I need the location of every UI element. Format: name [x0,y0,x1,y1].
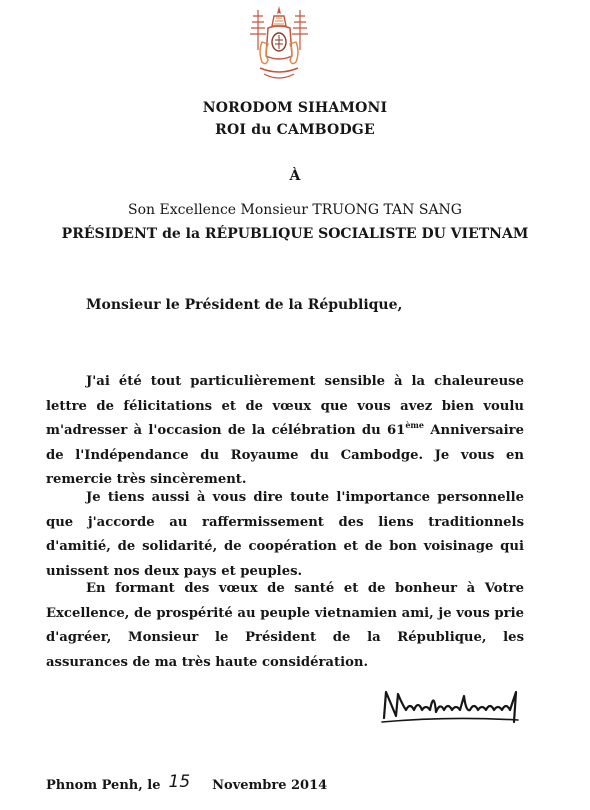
paragraph-1 [46,370,524,493]
sender-title: ROI du CAMBODGE [215,122,375,138]
to-mark: À [289,168,301,184]
paragraph-2-text: Je tiens aussi à vous dire toute l'importance personnelle que j'accorde au raffermissement des liens traditionnels d'amitié, de solidarité, de coopération et de bon voisinage qui unissent nos deux pays et peuples. [46,490,524,579]
paragraph-3 [46,577,524,675]
ordinal-superscript: ème [405,419,424,430]
handwritten-day: 15 [168,772,191,792]
paragraph-3-text: En formant des vœux de santé et de bonheur à Votre Excellence, de prospérité au peuple vietnamien ami, je vous prie d'agréer, Monsieur le Président de la République, les assurances de ma très haute considération. [46,581,524,670]
royal-emblem-icon [248,4,310,84]
place: Phnom Penh, le [46,778,161,793]
recipient-line-2: PRÉSIDENT de la RÉPUBLIQUE SOCIALISTE DU VIETNAM [61,226,529,242]
salutation: Monsieur le Président de la République, [86,297,403,313]
signature-icon [378,682,528,726]
place-and-date [46,774,327,794]
sender-name: NORODOM SIHAMONI [202,100,388,116]
recipient-line-1: Son Excellence Monsieur TRUONG TAN SANG [127,202,462,218]
paragraph-1-text-b: Anniversaire de l'Indépendance du Royaume du Cambodge. Je vous en remercie très sincèrement. [46,423,525,487]
month-year: Novembre 2014 [212,778,328,793]
paragraph-1-text-a: J'ai été tout particulièrement sensible à la chaleureuse lettre de félicitations et de vœux que vous avez bien voulu m'adresser à l'occasion de la célébration du 61 [46,374,524,438]
paragraph-2 [46,486,524,584]
